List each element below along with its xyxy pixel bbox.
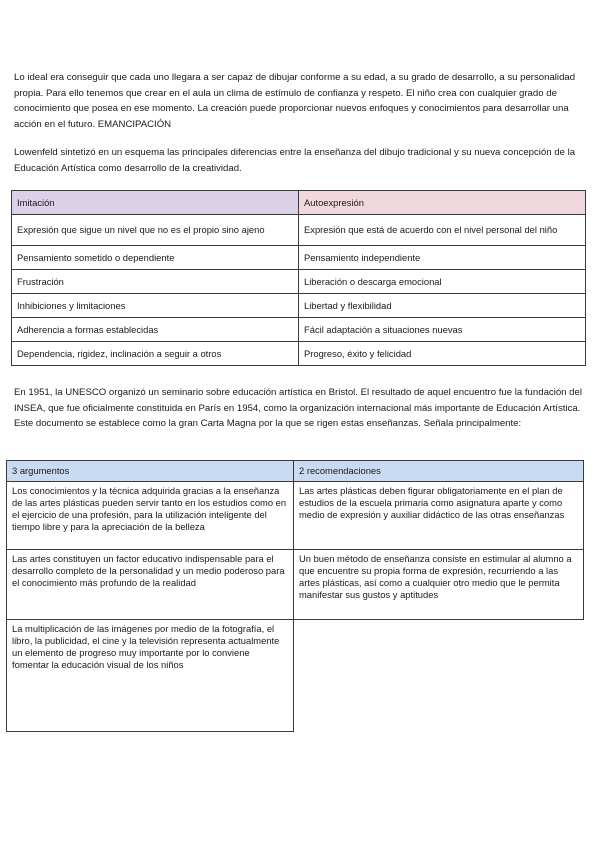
table-row (12, 294, 586, 318)
lowenfeld-paragraph: Lowenfeld sintetizó en un esquema las principales diferencias entre la enseñanza del dibujo tradicional y su nueva concepción de la Educación Artística como desarrollo de la creatividad. (14, 147, 576, 174)
table-header-row (7, 461, 584, 482)
header-autoexpresion: Autoexpresión (299, 191, 586, 215)
table-cell: Libertad y flexibilidad (299, 294, 586, 318)
comparison-table (11, 190, 586, 366)
table-row (12, 270, 586, 294)
table-row (7, 620, 584, 732)
table-cell: Un buen método de enseñanza consiste en estimular al alumno a que encuentre su propia forma de expresión, recurriendo a las artes plásticas, así como a cualquier otro medio que le permita manifestar sus gustos y aptitudes (294, 550, 584, 620)
table-cell: Dependencia, rigidez, inclinación a seguir a otros (12, 342, 299, 366)
table-cell: Liberación o descarga emocional (299, 270, 586, 294)
table-cell: Inhibiciones y limitaciones (12, 294, 299, 318)
table-row (12, 342, 586, 366)
table-cell: Progreso, éxito y felicidad (299, 342, 586, 366)
table-row (12, 246, 586, 270)
table-cell: Los conocimientos y la técnica adquirida gracias a la enseñanza de las artes plásticas pueden servir tanto en los estudios como en el ejercicio de una profesión, para la utilización inteligente del tiempo libre y para la apreciación de la belleza (7, 482, 294, 550)
intro-paragraph: Lo ideal era conseguir que cada uno llegara a ser capaz de dibujar conforme a su edad, a su grado de desarrollo, a su personalidad propia. Para ello tenemos que crear en el aula un clima de estímulo de confianza y respeto. El niño crea con cualquier grado de conocimiento que posea en ese momento. La creación puede proporcionar nuevos enfoques y conocimientos para desarrollar una acción en el futuro. EMANCIPACIÓN (14, 72, 576, 130)
table-row (7, 482, 584, 550)
header-imitacion: Imitación (12, 191, 299, 215)
unesco-table (6, 460, 584, 732)
unesco-paragraph: En 1951, la UNESCO organizó un seminario sobre educación artística en Bristol. El resultado de aquel encuentro fue la fundación del INSEA, que fue oficialmente constituida en París en 1954, como la organización internacional más importante de Educación Artística. Este documento se establece como la gran Carta Magna por la que se rigen estas enseñanzas. Señala principalmente: (14, 387, 582, 430)
header-recomendaciones: 2 recomendaciones (294, 461, 584, 482)
table-row (12, 318, 586, 342)
table-cell: Expresión que está de acuerdo con el nivel personal del niño (299, 215, 586, 246)
table-header-row (12, 191, 586, 215)
table-row (7, 550, 584, 620)
table-cell: Pensamiento sometido o dependiente (12, 246, 299, 270)
table-cell: Las artes plásticas deben figurar obligatoriamente en el plan de estudios de la escuela primaria como asignatura aparte y como medio de expresión y auxiliar didáctico de las otras enseñanzas (294, 482, 584, 550)
table-cell: Las artes constituyen un factor educativo indispensable para el desarrollo completo de la personalidad y un medio poderoso para el conocimiento más profundo de la realidad (7, 550, 294, 620)
table-cell: Expresión que sigue un nivel que no es el propio sino ajeno (12, 215, 299, 246)
table-cell: Adherencia a formas establecidas (12, 318, 299, 342)
table-cell: La multiplicación de las imágenes por medio de la fotografía, el libro, la publicidad, el cine y la televisión representa actualmente un elemento de progreso muy importante por lo conviene fomentar la educación visual de los niños (7, 620, 294, 732)
table-cell: Frustración (12, 270, 299, 294)
table-cell: Fácil adaptación a situaciones nuevas (299, 318, 586, 342)
header-argumentos: 3 argumentos (7, 461, 294, 482)
empty-cell (294, 620, 584, 732)
table-cell: Pensamiento independiente (299, 246, 586, 270)
table-row (12, 215, 586, 246)
